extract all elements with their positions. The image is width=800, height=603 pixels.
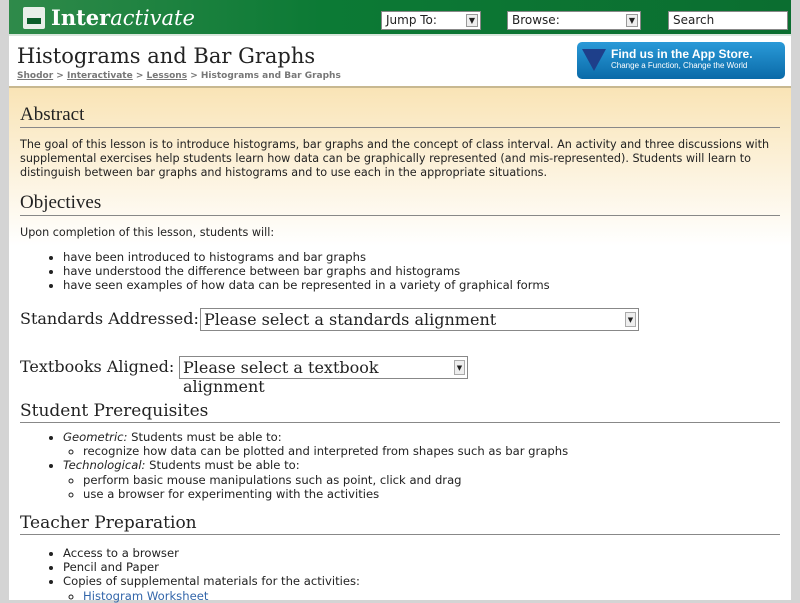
jump-to-select[interactable]: Jump To: ▼: [381, 11, 481, 30]
site-header: [9, 0, 791, 36]
abstract-heading: Abstract: [20, 104, 780, 128]
list-item: • Pencil and Paper: [63, 560, 360, 574]
breadcrumb: Shodor > Interactivate > Lessons > Histograms and Bar Graphs: [17, 71, 341, 81]
app-store-button[interactable]: Find us in the App Store. Change a Function, Change the World: [577, 42, 785, 79]
list-item: • Access to a browser: [63, 546, 360, 560]
chevron-down-icon: ▼: [626, 14, 638, 27]
teacher-preparation-heading: Teacher Preparation: [20, 513, 780, 535]
list-item: • have seen examples of how data can be represented in a variety of graphical forms: [63, 278, 550, 292]
prerequisites-heading: Student Prerequisites: [20, 401, 780, 423]
list-item: ◦ perform basic mouse manipulations such as point, click and drag: [83, 473, 568, 487]
chevron-down-icon: ▼: [625, 312, 636, 327]
abstract-text: The goal of this lesson is to introduce histograms, bar graphs and the concept of class interval. An activity and three discussions with supplemental exercises help students learn how data can be graphically represented (and mis-represented). Students will learn to distinguish between bar graphs and histograms and to use each in the appropriate situations.: [20, 138, 770, 179]
app-logo-icon: [582, 49, 606, 71]
textbooks-select[interactable]: Please select a textbook alignment ▼: [179, 356, 468, 379]
list-item: [83, 589, 360, 603]
prerequisites-list: [63, 430, 568, 501]
breadcrumb-interactivate[interactable]: Interactivate: [66, 71, 133, 81]
list-item: • have understood the difference between bar graphs and histograms: [63, 264, 550, 278]
breadcrumb-shodor[interactable]: Shodor: [17, 71, 54, 81]
browse-select[interactable]: Browse: ▼: [507, 11, 641, 30]
breadcrumb-lessons[interactable]: Lessons: [146, 71, 188, 81]
interactivate-logo[interactable]: Inter activate: [23, 5, 195, 30]
textbooks-label: Textbooks Aligned:: [20, 357, 175, 376]
list-item: • Copies of supplemental materials for the activities: ◦ Histogram Worksheet: [63, 574, 360, 602]
objectives-intro: Upon completion of this lesson, students will:: [20, 226, 275, 239]
list-item: • Geometric: Students must be able to: ◦ recognize how data can be plotted and interpreted from shapes such as bar graphs: [63, 430, 568, 458]
standards-select[interactable]: Please select a standards alignment ▼: [200, 308, 639, 331]
chevron-down-icon: ▼: [466, 14, 478, 27]
list-item: • have been introduced to histograms and bar graphs: [63, 250, 550, 264]
chevron-down-icon: ▼: [454, 360, 465, 375]
objectives-heading: Objectives: [20, 192, 780, 216]
page-title: Histograms and Bar Graphs: [17, 44, 316, 68]
list-item: • Technological: Students must be able to: ◦ perform basic mouse manipulations such as point, click and drag ◦ use a browser for experimenting with the activities: [63, 458, 568, 501]
search-input[interactable]: Search: [668, 11, 788, 30]
list-item: ◦ recognize how data can be plotted and interpreted from shapes such as bar graphs: [83, 444, 568, 458]
list-item: ◦ use a browser for experimenting with the activities: [83, 487, 568, 501]
histogram-worksheet-link[interactable]: Histogram Worksheet: [83, 588, 209, 603]
page: [9, 0, 791, 603]
logo-icon: [23, 7, 45, 29]
standards-label: Standards Addressed:: [20, 309, 199, 328]
objectives-list: [63, 250, 550, 293]
teacher-preparation-list: [63, 546, 360, 603]
